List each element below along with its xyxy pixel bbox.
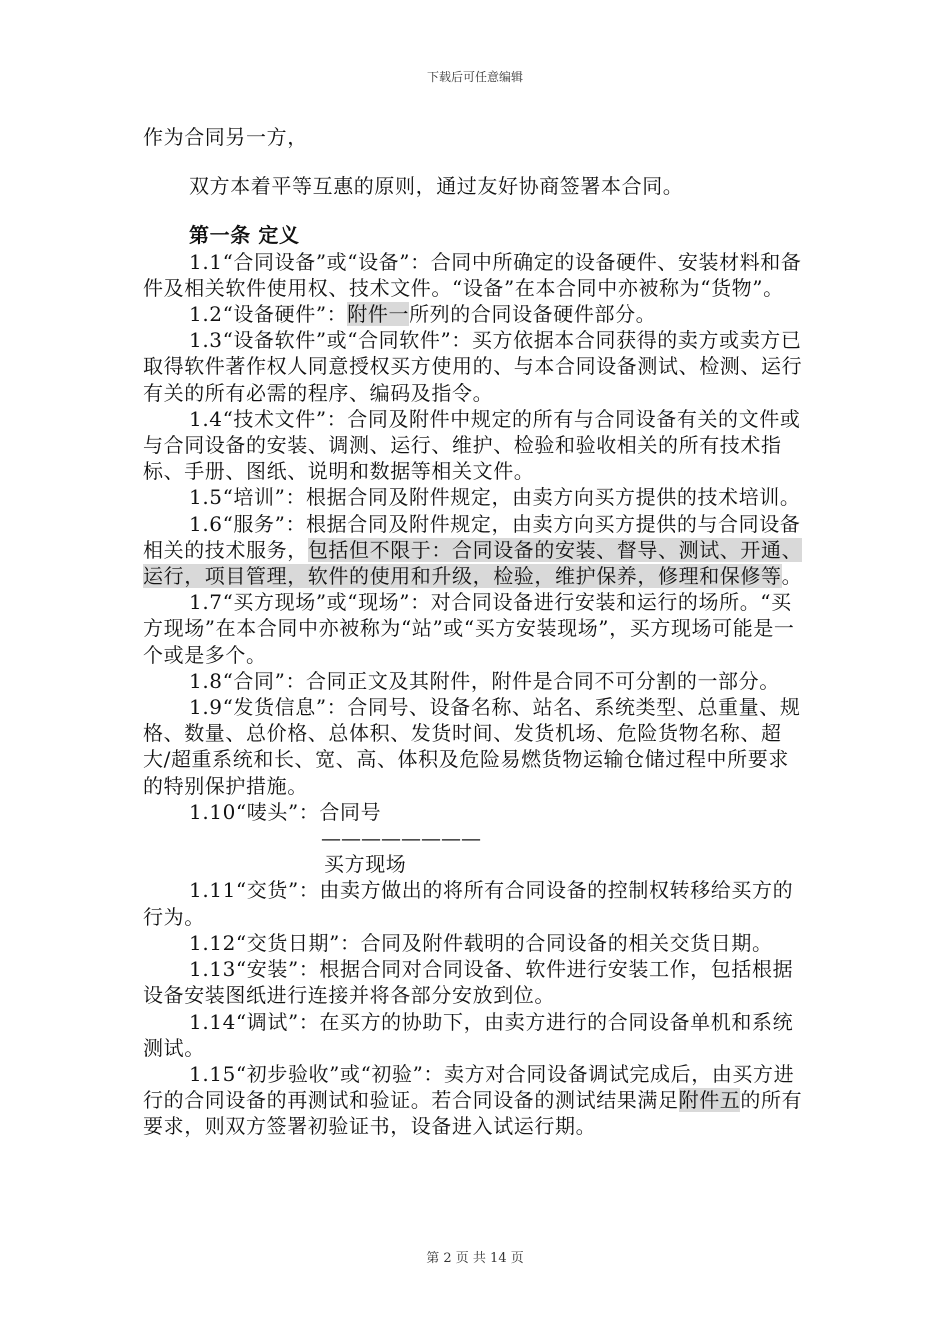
page-header: 下载后可任意编辑	[426, 70, 523, 84]
clause-1-13: 1.13“安装”：根据合同对合同设备、软件进行安装工作，包括根据设备安装图纸进行连接并将各部分安放到位。	[143, 957, 794, 1008]
clause-1-11: 1.11“交货”：由卖方做出的将所有合同设备的控制权转移给买方的行为。	[143, 878, 794, 929]
clause-1-15-prefix: 1.15“初步验收”或“初验”：卖方对合同设备调试完成后，由买方进行的合同设备的再测试和验证。若合同设备的测试结果满足	[143, 1061, 795, 1113]
clause-1-8: 1.8“合同”：合同正文及其附件，附件是合同不可分割的一部分。	[189, 668, 780, 693]
page-footer: 第 2 页 共 14 页	[426, 1251, 524, 1266]
clause-1-12: 1.12“交货日期”：合同及附件载明的合同设备的相关交货日期。	[189, 930, 773, 955]
intro-line-1: 作为合同另一方，	[143, 125, 308, 149]
clause-1-1: 1.1“合同设备”或“设备”：合同中所确定的设备硬件、安装材料和备件及相关软件使用权、技术文件。“设备”在本合同中亦被称为“货物”。	[143, 249, 802, 300]
clause-1-10: 1.10“唛头”：合同号	[189, 799, 382, 824]
clause-1-6-highlight: 包括但不限于：合同设备的安装、督导、测试、开通、运行，项目管理，软件的使用和升级，检验，维护保养，修理和保修等	[143, 537, 803, 589]
clause-1-3: 1.3“设备软件”或“合同软件”：买方依据本合同获得的卖方或卖方已取得软件著作权人同意授权买方使用的、与本合同设备测试、检测、运行有关的所有必需的程序、编码及指令。	[143, 328, 803, 405]
clause-1-15	[143, 1061, 809, 1140]
clause-1-6-prefix: 1.6“服务”：根据合同及附件规定，由卖方向买方提供的与合同设备相关的技术服务，	[143, 511, 801, 562]
clause-1-10-sub: 买方现场	[324, 852, 407, 877]
clause-1-15-suffix: 的所有要求，则双方签署初验证书，设备进入试运行期。	[143, 1088, 803, 1139]
clause-1-5: 1.5“培训”：根据合同及附件规定，由卖方向买方提供的技术培训。	[189, 485, 801, 510]
clause-1-2-prefix: 1.2“设备硬件”：	[189, 302, 348, 327]
clause-1-4: 1.4“技术文件”：合同及附件中规定的所有与合同设备有关的文件或与合同设备的安装、调测、运行、维护、检验和验收相关的所有技术指标、手册、图纸、说明和数据等相关文件。	[143, 406, 801, 484]
section-title: 第一条 定义	[189, 223, 300, 248]
clause-1-6-suffix: 。	[781, 564, 803, 589]
clause-1-14: 1.14“调试”：在买方的协助下，由卖方进行的合同设备单机和系统测试。	[143, 1009, 794, 1060]
clause-1-2-suffix: 所列的合同设备硬件部分。	[409, 302, 657, 327]
clause-1-6	[143, 511, 809, 590]
attachment-5-reference: 附件五	[678, 1088, 741, 1113]
clause-1-7: 1.7“买方现场”或“现场”：对合同设备进行安装和运行的场所。“买方现场”在本合同中亦被称为“站”或“买方安装现场”，买方现场可能是一个或是多个。	[143, 590, 795, 667]
document-body	[143, 124, 809, 1140]
clause-1-2	[143, 301, 809, 327]
attachment-1-reference: 附件一	[347, 302, 410, 327]
clause-1-9: 1.9“发货信息”：合同号、设备名称、站名、系统类型、总重量、规格、数量、总价格、总体积、发货时间、发货机场、危险货物名称、超大/超重系统和长、宽、高、体积及危险易燃货物运输仓储过程中所要求的特别保护措施。	[143, 695, 801, 798]
intro-line-2: 双方本着平等互惠的原则，通过友好协商签署本合同。	[189, 174, 684, 199]
clause-1-10-dash: ————————	[321, 826, 481, 851]
